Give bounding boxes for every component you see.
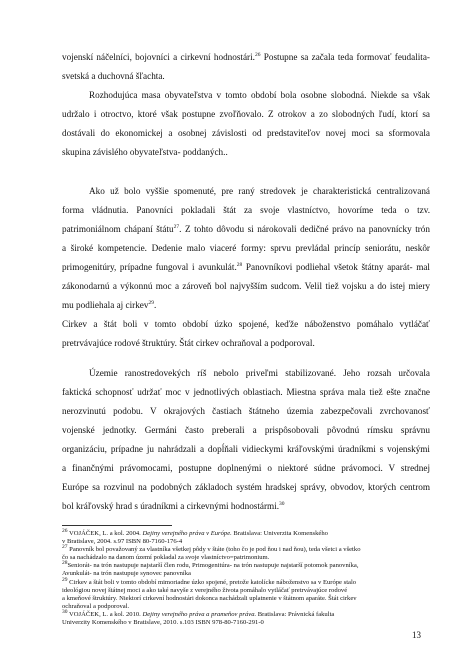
text-line: bol kráľovský hrad s úradníkmi a cirkevnými hodnostármi.$^{30}$	[62, 500, 285, 511]
text-line: vojenskí náčelníci, bojovníci a cirkevní hodnostári.$^{26}$ Postupne sa začala teda formovať feudalita-	[62, 51, 430, 62]
footnote-ref[interactable]: 30	[279, 500, 285, 507]
text-line: patrimoniálnom chápaní štátu$^{27}$. Z tohto dôvodu si nárokovali dedičné právo na panovnícky trón	[62, 223, 430, 234]
text-line: Ako už bolo vyššie spomenuté, pre raný stredovek je charakteristická centralizovaná	[89, 186, 430, 196]
text-line: faktická schopnosť udržať moc v jednotlivých oblastiach. Miestna správa mala tiež ešte značne	[62, 387, 430, 397]
text-line: skupina závislého obyvateľstva- poddaných..	[62, 147, 228, 157]
text-line: $^{26}$ VOJÁČEK, L. a kol. 2004. Dejiny verejného práva v Európe. Bratislava: Univerzita Komenského	[62, 527, 328, 537]
text-line: a kmeňové štruktúry. Niektorí cirkevní hodnostári dokonca nachádzali uplatnenie v štátnom aparáte. Štát cirkev	[62, 594, 357, 602]
footnote-27	[62, 546, 430, 562]
footnote-30	[62, 608, 430, 627]
footnote-separator	[62, 525, 172, 526]
text-line: zákonodarnú a výkonnú moc a zároveň bol najvyšším sudcom. Velil tiež vojsku a do istej miery	[62, 281, 430, 291]
paragraph-1	[62, 48, 430, 86]
text-line: $^{27}$ Panovník bol považovaný za vlastníka všetkej pôdy v štáte (toho čo je pod ňou i nad ňou), teda všetci a všetko	[62, 544, 361, 554]
footnote-29	[62, 576, 430, 611]
text-line: forma vládnutia. Panovníci pokladali štát za svoje vlastníctvo, hovoríme teda o tzv.	[62, 205, 430, 215]
text-line: mu podliehala aj cirkev$^{29}$.	[62, 299, 157, 310]
text-line: Cirkev a štát boli v tomto období úzko spojené, keďže náboženstvo pomáhalo vytláčať	[62, 319, 430, 329]
footnote-ref[interactable]: 28	[236, 261, 243, 268]
text-line: primogenitúry, prípadne fungoval i avunkulát.$^{28}$ Panovníkovi podliehal všetok štátny aparát- mal	[62, 261, 430, 272]
text-line: Univerzity Komenského v Bratislave, 2010. s.103 ISBN 978-80-7160-291-0	[62, 619, 264, 627]
footnote-ref[interactable]: 29	[148, 299, 154, 306]
text-line: udržalo i otroctvo, ktoré však postupne zvoľňovalo. Z otrokov a zo slobodných ľudí, ktorí sa	[62, 109, 430, 119]
footnote-26	[62, 527, 430, 546]
text-line: Územie ranostredovekých ríš nebolo priveľmi stabilizované. Jeho rozsah určovala	[89, 368, 430, 378]
text-line: nerozvinutú podobu. V okrajových častiach štátneho územia zabezpečovali zvrchovanosť	[62, 406, 430, 416]
text-line: svetská a duchovná šľachta.	[62, 71, 165, 81]
text-line: v Bratislave, 2004. s.97 ISBN 80-7160-176-4	[62, 538, 183, 546]
footnote-ref[interactable]: 26	[254, 51, 261, 58]
text-line: a široké kompetencie. Dedenie malo viaceré formy: sprvu prevládal princíp seniorátu, neskôr	[62, 243, 430, 253]
text-line: a finančnými právomocami, postupne doplnenými o niektoré súdne právomoci. V strednej	[62, 463, 430, 473]
text-line: Európe sa rozvinul na podobných základoch systém hradskej správy, obvodov, ktorých centrom	[62, 482, 430, 492]
page-number: 13	[412, 630, 421, 640]
text-line: $^{28}$Seniorát- na trón nastupuje najstarší člen rodu, Primogenitúra- na trón nastupuje najstarší potomok panovníka,	[62, 560, 359, 570]
footnotes	[62, 527, 430, 627]
text-line: Rozhodujúca masa obyvateľstva v tomto období bola osobne slobodná. Niekde sa však	[89, 90, 430, 100]
text-line: ideológiou novej štátnej moci a ako také navyše z verejného života pomáhalo vytláčať pretrvávajúce rodové	[62, 586, 348, 594]
text-line: dostávali do ekonomickej a osobnej závislosti od predstaviteľov novej moci sa sformovala	[62, 128, 430, 138]
paragraph-2	[62, 86, 430, 162]
text-line: čo sa nachádzalo na danom území pokladal za svoje vlastníctvo=patrimonium.	[62, 554, 270, 562]
text-line: pretrvávajúce rodové štruktúry. Štát cirkev ochraňoval a podporoval.	[62, 338, 315, 348]
footnote-ref[interactable]: 27	[173, 223, 180, 230]
paragraph-4	[62, 315, 430, 353]
paragraph-3	[62, 182, 430, 315]
text-line: $^{29}$ Cirkev a štát boli v tomto období mimoriadne úzko spojené, pretože katolícke náboženstvo sa v Európe stalo	[62, 576, 357, 586]
footnote-28	[62, 562, 430, 578]
text-line: Avunkulát- na trón nastupuje synovec panovníka	[62, 570, 191, 578]
paragraph-5	[62, 364, 430, 516]
text-line: ochraňoval a podporoval.	[62, 602, 130, 610]
text-line: $^{30}$ VOJÁČEK, L. a kol. 2010. Dejiny verejného práva a prameňov práva. Bratislava: Právnická fakulta	[62, 608, 335, 618]
text-line: vojenské jednotky. Germáni často preberali a prispôsobovali pôvodnú rímsku správnu	[62, 425, 430, 435]
text-line: organizáciu, prípadne ju nahrádzali a dopĺňali vidieckymi kráľovskými úradníkmi s vojenskými	[62, 444, 430, 454]
